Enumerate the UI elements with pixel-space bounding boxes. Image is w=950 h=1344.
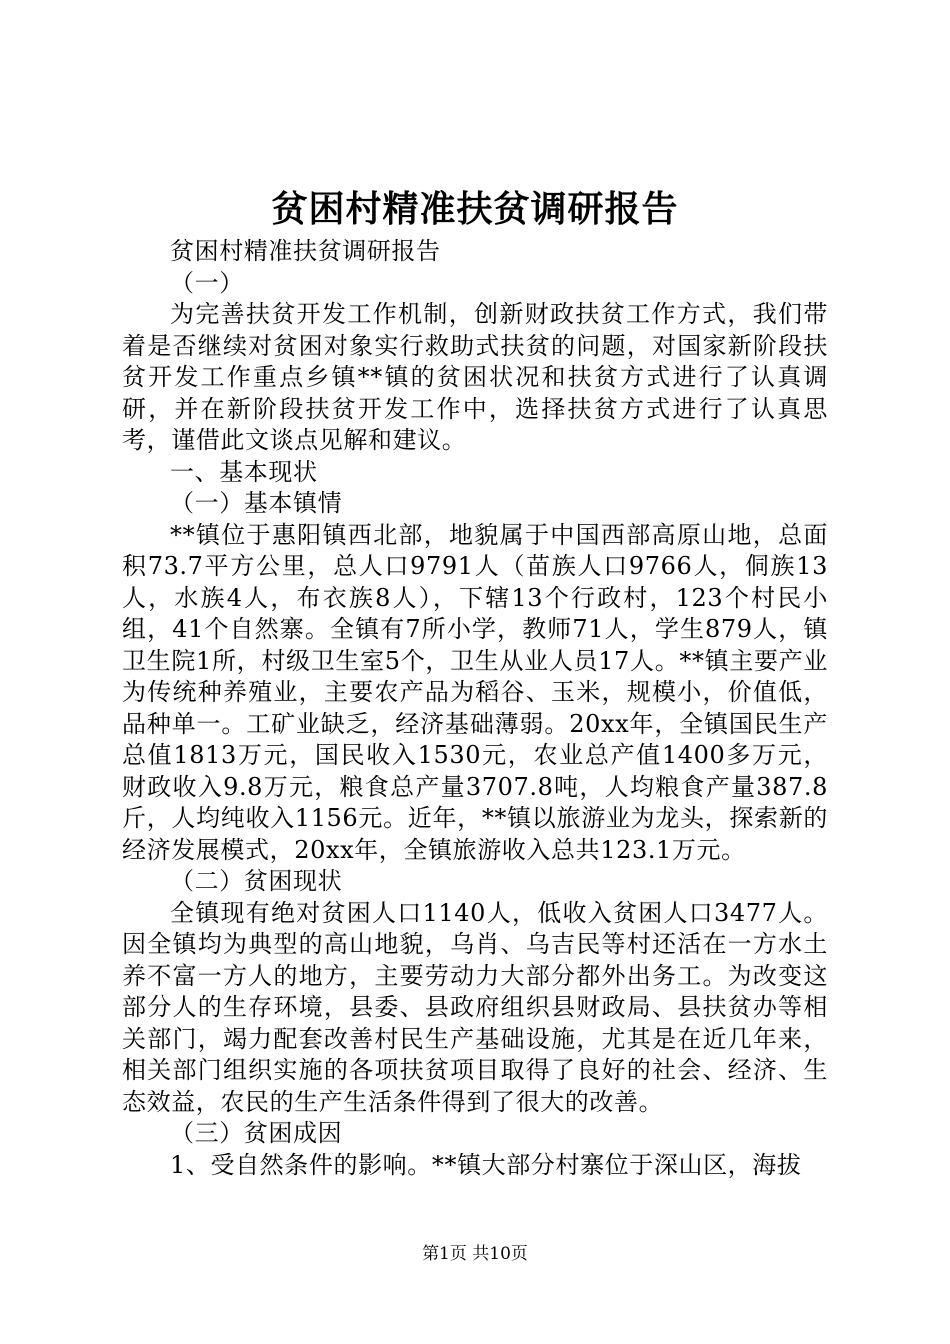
document-body: [122, 236, 828, 1181]
town-info-paragraph: **镇位于惠阳镇西北部，地貌属于中国西部高原山地，总面积73.7平方公里，总人口9791人（苗族人口9766人，侗族13人，水族4人，布衣族8人），下辖13个行政村，123个村民小组，41个自然寨。全镇有7所小学，教师71人，学生879人，镇卫生院1所，村级卫生室5个，卫生从业人员17人。**镇主要产业为传统种养殖业，主要农产品为稻谷、玉米，规模小，价值低，品种单一。工矿业缺乏，经济基础薄弱。20xx年，全镇国民生产总值1813万元，国民收入1530元，农业总产值1400多万元，财政收入9.8万元，粮食总产量3707.8吨，人均粮食产量387.8斤，人均纯收入1156元。近年，**镇以旅游业为龙头，探索新的经济发展模式，20xx年，全镇旅游收入总共123.1万元。: [122, 520, 828, 864]
intro-paragraph: 为完善扶贫开发工作机制，创新财政扶贫工作方式，我们带着是否继续对贫困对象实行救助式扶贫的问题，对国家新阶段扶贫开发工作重点乡镇**镇的贫困状况和扶贫方式进行了认真调研，并在新阶段扶贫开发工作中，选择扶贫方式进行了认真思考，谨借此文谈点见解和建议。: [122, 300, 828, 454]
subheading-poverty-status: （二）贫困现状: [170, 867, 343, 895]
subtitle-paragraph: 贫困村精准扶贫调研报告: [170, 237, 441, 265]
poverty-status-paragraph: 全镇现有绝对贫困人口1140人，低收入贫困人口3477人。因全镇均为典型的高山地貌，乌肖、乌吉民等村还活在一方水土养不富一方人的地方，主要劳动力大部分都外出务工。为改变这部分人的生存环境，县委、县政府组织县财政局、县扶贫办等相关部门，竭力配套改善村民生产基础设施，尤其是在近几年来，相关部门组织实施的各项扶贫项目取得了良好的社会、经济、生态效益，农民的生产生活条件得到了很大的改善。: [122, 898, 828, 1116]
subheading-basic-town-info: （一）基本镇情: [170, 489, 343, 517]
subheading-poverty-causes: （三）贫困成因: [170, 1119, 343, 1147]
section-heading-basic-status: 一、基本现状: [170, 457, 318, 486]
page-number-footer: 第1页 共10页: [422, 1244, 528, 1264]
section-marker: （一）: [170, 268, 244, 297]
poverty-causes-paragraph: 1、受自然条件的影响。**镇大部分村寨位于深山区，海拔: [170, 1150, 802, 1179]
document-title: 贫困村精准扶贫调研报告: [271, 188, 679, 230]
